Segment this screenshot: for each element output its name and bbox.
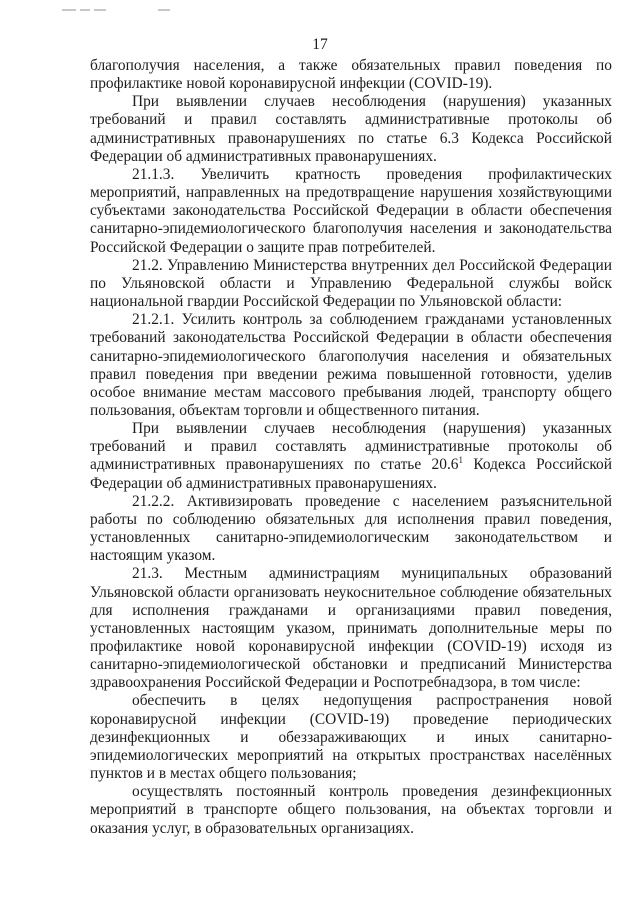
paragraph-1-text: благополучия населения, а также обязательных правил поведения по профилактике новой коронавирусной инфекции (COVID-19). — [90, 57, 612, 93]
scan-artifact-mark — [62, 9, 172, 15]
paragraph-5 — [90, 311, 612, 420]
paragraph-10 — [90, 783, 612, 837]
paragraph-4-text: 21.2. Управлению Министерства внутренних дел Российской Федерации по Ульяновской области и Управлению Федеральной службы войск национальной гвардии Российской Федерации по Ульяновской области: — [90, 256, 612, 311]
paragraph-7 — [90, 493, 612, 566]
paragraph-4 — [90, 257, 612, 311]
paragraph-2 — [90, 93, 612, 166]
page-number: 17 — [312, 36, 328, 53]
paragraph-6-superscript: 1 — [458, 455, 463, 466]
paragraph-2-text: При выявлении случаев несоблюдения (нарушения) указанных требований и правил составлять административные протоколы об административных правонарушениях по статье 6.3 Кодекса Российской Федерации об административных правонарушениях. — [90, 93, 612, 165]
paragraph-5-text: 21.2.1. Усилить контроль за соблюдением гражданами установленных требований законодательства Российской Федерации в области обеспечения санитарно-эпидемиологического благополучия населения и обязательных правил поведения при введении режима повышенной готовности, уделив особое внимание местам массового пребывания людей, транспорту общего пользования, объектам торговли и общественного питания. — [90, 311, 612, 419]
paragraph-8 — [90, 565, 612, 692]
paragraph-7-text: 21.2.2. Активизировать проведение с населением разъяснительной работы по соблюдению обязательных для исполнения правил поведения, установленных санитарно-эпидемиологическим законодательством и настоящим указом. — [90, 492, 612, 565]
paragraph-8-text: 21.3. Местным администрациям муниципальных образований Ульяновской области организовать неукоснительное соблюдение обязательных для исполнения гражданами и организациями правил поведения, установленных настоящим указом, принимать дополнительные меры по профилактике новой коронавирусной инфекции (COVID-19) исходя из санитарно-эпидемиологической обстановки и предписаний Министерства здравоохранения Российской Федерации и Роспотребнадзора, в том числе: — [90, 565, 612, 692]
paragraph-6-text-after: Кодекса Российской Федерации об административных правонарушениях. — [90, 456, 612, 492]
paragraph-6 — [90, 420, 612, 493]
paragraph-3-text: 21.1.3. Увеличить кратность проведения профилактических мероприятий, направленных на предотвращение нарушения хозяйствующими субъектами законодательства Российской Федерации в области обеспечения санитарно-эпидемиологического благополучия населения и законодательства Российской Федерации о защите прав потребителей. — [90, 165, 612, 256]
paragraph-1 — [90, 57, 612, 93]
paragraph-10-text: осуществлять постоянный контроль проведения дезинфекционных мероприятий в транспорте общего пользования, на объектах торговли и оказания услуг, в образовательных организациях. — [90, 783, 612, 837]
paragraph-3 — [90, 166, 612, 257]
paragraph-6-text-before: При выявлении случаев несоблюдения (нарушения) указанных требований и правил составлять административные протоколы об административных правонарушениях по статье 20.6 — [90, 420, 612, 474]
paragraph-9-text: обеспечить в целях недопущения распространения новой коронавирусной инфекции (COVID-19) проведение периодических дезинфекционных и обеззараживающих и иных санитарно-эпидемиологических мероприятий на открытых пространствах населённых пунктов и в местах общего пользования; — [90, 692, 612, 783]
document-body — [90, 57, 612, 838]
paragraph-9 — [90, 692, 612, 783]
